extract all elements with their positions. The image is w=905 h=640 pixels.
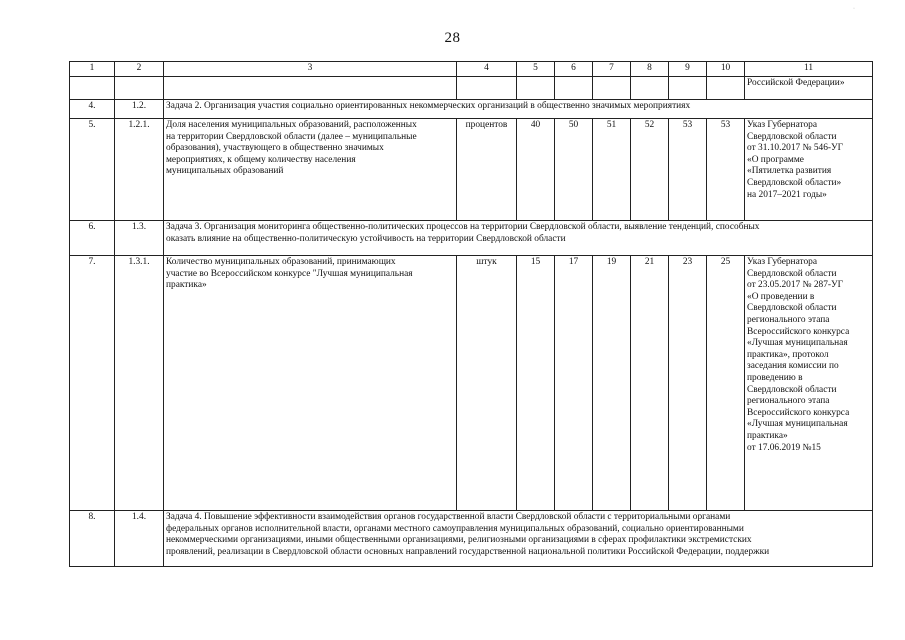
header-cell: 11 xyxy=(745,62,873,77)
row-number: 5. xyxy=(70,119,115,221)
header-cell: 8 xyxy=(631,62,669,77)
indicator-value: 19 xyxy=(593,256,631,511)
indicator-source: Указ Губернатора Свердловской области от 23.05.2017 № 287-УГ «О проведении в Свердловской области регионального этапа Всероссийского конкурса «Лучшая муниципальная практика», протокол заседания комиссии по проведению в Свердловской области регионального этапа Всероссийского конкурса «Лучшая муниципальная практика» от 17.06.2019 №15 xyxy=(745,256,873,511)
row-code: 1.3. xyxy=(115,221,164,256)
row-number: 8. xyxy=(70,511,115,567)
task-row xyxy=(70,511,873,567)
corner-mark: · xyxy=(853,6,855,12)
row-number: 7. xyxy=(70,256,115,511)
header-cell: 4 xyxy=(457,62,517,77)
task-text: Задача 4. Повышение эффективности взаимодействия органов государственной власти Свердловской области с территориальными органами федеральных органов исполнительной власти, органами местного самоуправления муниципальных образований, социально ориентированными некоммерческими организациями, иными общественными организациями, религиозными организациями в сферах профилактики экстремистских проявлений, реализации в Свердловской области основных направлений государственной национальной политики Российской Федерации, поддержки xyxy=(164,511,873,567)
task-row xyxy=(70,221,873,256)
row-code: 1.2. xyxy=(115,100,164,119)
continuation-source-cell: Российской Федерации» xyxy=(745,77,873,100)
indicator-value: 40 xyxy=(517,119,555,221)
indicator-value: 53 xyxy=(707,119,745,221)
indicator-value: 53 xyxy=(669,119,707,221)
indicator-value: 23 xyxy=(669,256,707,511)
indicator-value: 17 xyxy=(555,256,593,511)
indicators-table xyxy=(69,61,873,567)
indicator-value: 52 xyxy=(631,119,669,221)
continuation-row xyxy=(70,77,873,100)
indicator-row xyxy=(70,256,873,511)
indicator-row xyxy=(70,119,873,221)
header-cell: 2 xyxy=(115,62,164,77)
table-header-row xyxy=(70,62,873,77)
task-row xyxy=(70,100,873,119)
indicator-value: 51 xyxy=(593,119,631,221)
row-number: 6. xyxy=(70,221,115,256)
indicator-unit: процентов xyxy=(457,119,517,221)
row-code: 1.3.1. xyxy=(115,256,164,511)
header-cell: 10 xyxy=(707,62,745,77)
header-cell: 5 xyxy=(517,62,555,77)
header-cell: 9 xyxy=(669,62,707,77)
indicator-value: 21 xyxy=(631,256,669,511)
indicator-unit: штук xyxy=(457,256,517,511)
page-number: 28 xyxy=(444,30,461,46)
header-cell: 1 xyxy=(70,62,115,77)
task-text: Задача 3. Организация мониторинга общественно-политических процессов на территории Свердловской области, выявление тенденций, способных оказать влияние на общественно-политическую устойчивость на территории Свердловской области xyxy=(164,221,873,256)
row-code: 1.4. xyxy=(115,511,164,567)
row-number: 4. xyxy=(70,100,115,119)
indicator-value: 50 xyxy=(555,119,593,221)
row-code: 1.2.1. xyxy=(115,119,164,221)
task-text: Задача 2. Организация участия социально ориентированных некоммерческих организаций в общественно значимых мероприятиях xyxy=(164,100,873,119)
header-cell: 7 xyxy=(593,62,631,77)
header-cell: 6 xyxy=(555,62,593,77)
indicator-value: 15 xyxy=(517,256,555,511)
header-cell: 3 xyxy=(164,62,457,77)
indicator-value: 25 xyxy=(707,256,745,511)
indicator-source: Указ Губернатора Свердловской области от 31.10.2017 № 546-УГ «О программе «Пятилетка развития Свердловской области» на 2017–2021 годы» xyxy=(745,119,873,221)
indicator-name: Количество муниципальных образований, принимающих участие во Всероссийском конкурсе "Лучшая муниципальная практика» xyxy=(164,256,457,511)
indicator-name: Доля населения муниципальных образований, расположенных на территории Свердловской области (далее – муниципальные образования), участвующего в общественно значимых мероприятиях, к общему количеству населения муниципальных образований xyxy=(164,119,457,221)
